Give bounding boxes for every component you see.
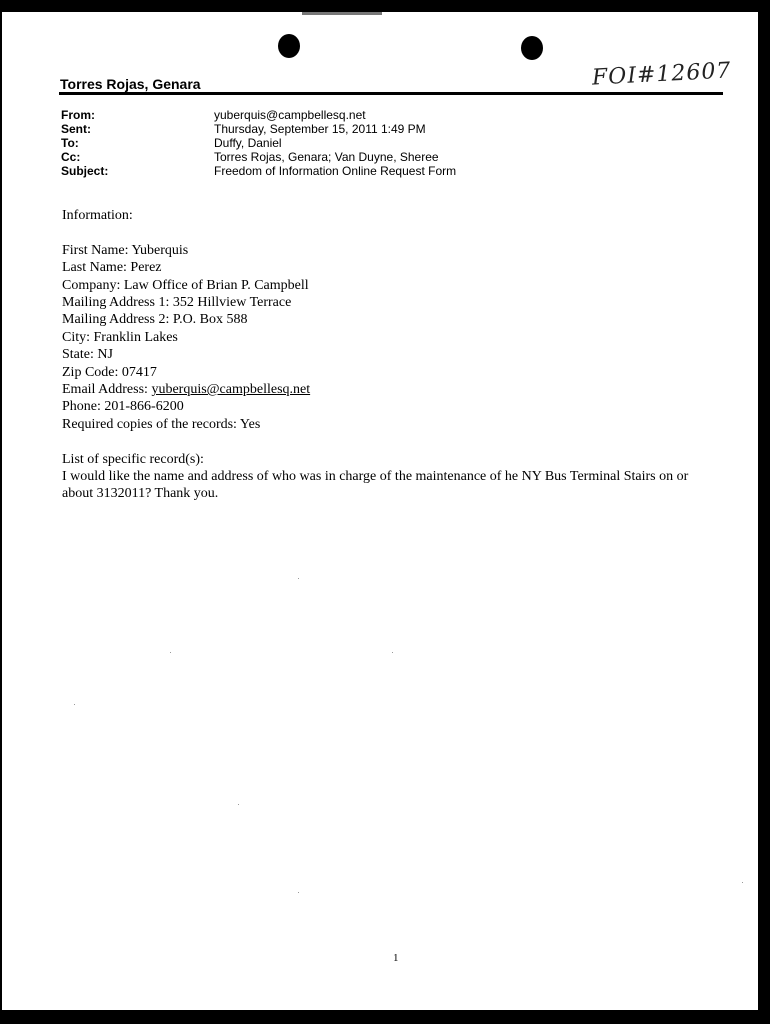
city-line: City: Franklin Lakes — [62, 329, 178, 345]
scan-speck — [742, 882, 743, 883]
request-line-1: I would like the name and address of who was in charge of the maintenance of he NY Bus Terminal Stairs on or — [62, 469, 689, 485]
copies-line: Required copies of the records: Yes — [62, 416, 261, 432]
subject-value: Freedom of Information Online Request Form — [214, 164, 457, 178]
email-body — [62, 207, 732, 503]
cc-value: Torres Rojas, Genara; Van Duyne, Sheree — [214, 150, 439, 164]
mailbox-owner-name: Torres Rojas, Genara — [60, 76, 201, 92]
from-value: yuberquis@campbellesq.net — [214, 108, 366, 122]
to-value: Duffy, Daniel — [214, 136, 282, 150]
sent-label: Sent: — [61, 122, 91, 136]
email-header-fields — [61, 108, 456, 178]
sent-value: Thursday, September 15, 2011 1:49 PM — [214, 122, 426, 136]
cc-label: Cc: — [61, 150, 81, 164]
email-line — [62, 381, 732, 398]
records-heading: List of specific record(s): — [62, 451, 204, 467]
email-label: Email Address: — [62, 382, 152, 398]
scan-speck — [238, 804, 239, 805]
first-name-line: First Name: Yuberquis — [62, 242, 189, 258]
page-number: 1 — [393, 952, 399, 964]
scan-speck — [74, 704, 75, 705]
handwritten-foi-number: FOI#12607 — [591, 58, 732, 91]
subject-row — [61, 164, 456, 178]
to-label: To: — [61, 136, 79, 150]
mailing-address-1-line: Mailing Address 1: 352 Hillview Terrace — [62, 295, 292, 311]
company-line: Company: Law Office of Brian P. Campbell — [62, 277, 309, 293]
scan-speck — [392, 652, 393, 653]
email-link[interactable]: yuberquis@campbellesq.net — [151, 382, 311, 398]
last-name-line: Last Name: Perez — [62, 260, 162, 276]
subject-label: Subject: — [61, 164, 109, 178]
to-row — [61, 136, 456, 150]
scan-speck — [298, 578, 299, 579]
sent-row — [61, 122, 456, 136]
mailing-address-2-line: Mailing Address 2: P.O. Box 588 — [62, 312, 248, 328]
cc-row — [61, 150, 456, 164]
request-line-2: about 3132011? Thank you. — [62, 486, 219, 502]
from-row — [61, 108, 456, 122]
scan-speck — [298, 892, 299, 893]
from-label: From: — [61, 108, 95, 122]
zip-line: Zip Code: 07417 — [62, 364, 157, 380]
document-page — [2, 12, 758, 1010]
scan-speck — [170, 652, 171, 653]
phone-line: Phone: 201-866-6200 — [62, 399, 184, 415]
info-heading: Information: — [62, 208, 133, 223]
punch-hole-right — [521, 36, 543, 60]
scan-mark — [302, 12, 382, 15]
punch-hole-left — [278, 34, 300, 58]
header-divider — [59, 92, 723, 95]
state-line: State: NJ — [62, 347, 113, 363]
